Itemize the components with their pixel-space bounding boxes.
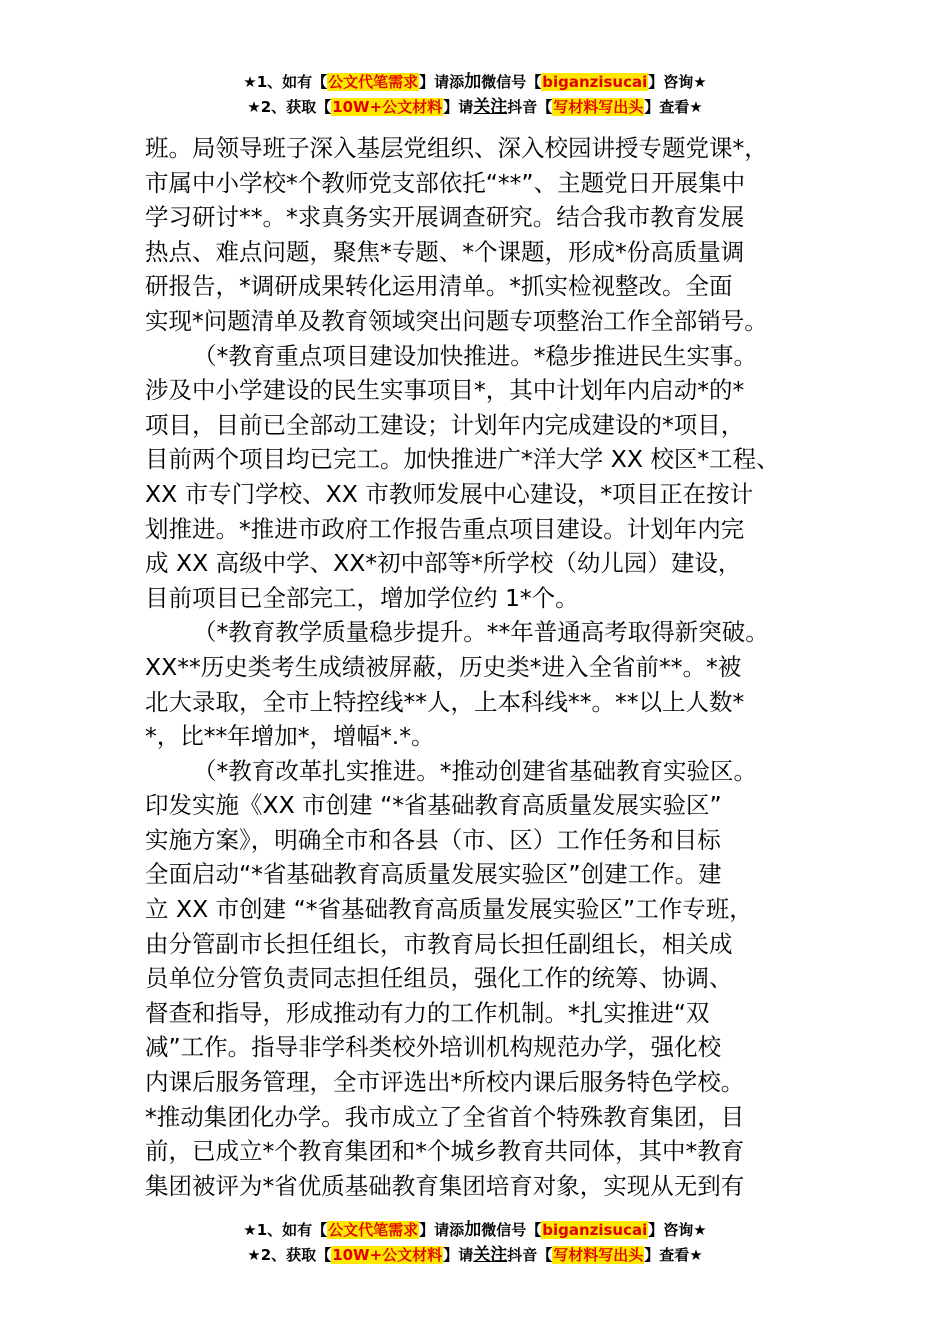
promo-line-2-text-b: 抖音【 (507, 1246, 553, 1264)
body-line: 北大录取，全市上特控线**人，上本科线**。**以上人数* (145, 687, 745, 716)
promo-line-2 (0, 1243, 950, 1268)
promo-line-1-highlight-service: 公文代笔需求 (328, 73, 419, 91)
body-line: 项目，目前已全部动工建设；计划年内完成建设的*项目， (145, 410, 745, 439)
body-line: *，比**年增加*，增幅*.*。 (145, 722, 435, 751)
body-line: 实施方案》，明确全市和各县（市、区）工作任务和目标 (145, 825, 721, 854)
paragraph-heading: （*教育改革扎实推进。*推动创建省基础教育实验区。 (193, 756, 757, 785)
promo-line-2-highlight-materials: 10W+公文材料 (332, 1246, 443, 1264)
body-line: 员单位分管负责同志担任组员，强化工作的统筹、协调、 (145, 964, 733, 993)
document-body (145, 131, 835, 1203)
footer-banner (0, 1218, 950, 1268)
promo-line-1-highlight-wechat: biganzisucai (542, 73, 648, 91)
body-line: 成 XX 高级中学、XX*初中部等*所学校（幼儿园）建设， (145, 549, 742, 578)
promo-line-1-prefix: ★1、如有【 (243, 73, 328, 91)
body-line: 立 XX 市创建 “*省基础教育高质量发展实验区”工作专班， (145, 895, 753, 924)
promo-line-2-prefix: ★2、获取【 (247, 1246, 332, 1264)
promo-line-2-prefix: ★2、获取【 (247, 98, 332, 116)
promo-line-2-suffix: 】查看★ (644, 98, 703, 116)
promo-line-2-highlight-materials: 10W+公文材料 (332, 98, 443, 116)
body-line: XX 市专门学校、XX 市教师发展中心建设，*项目正在按计 (145, 479, 754, 508)
promo-line-2-emph: 关注 (473, 1245, 508, 1265)
body-line: *推动集团化办学。我市成立了全省首个特殊教育集团，目 (145, 1102, 745, 1131)
promo-line-2-text-a: 】请 (443, 1246, 474, 1264)
body-line: 热点、难点问题，聚焦*专题、*个课题，形成*份高质量调 (145, 237, 745, 266)
body-line: 目前两个项目均已完工。加快推进广*洋大学 XX 校区*工程、 (145, 445, 780, 474)
promo-line-2-highlight-douyin: 写材料写出头 (553, 98, 644, 116)
promo-line-2-text-a: 】请 (443, 98, 474, 116)
body-line: 由分管副市长担任组长，市教育局长担任副组长，相关成 (145, 929, 733, 958)
body-line: XX**历史类考生成绩被屏蔽，历史类*进入全省前**。*被 (145, 652, 742, 681)
paragraph-heading: （*教育教学质量稳步提升。**年普通高考取得新突破。 (193, 618, 769, 647)
promo-line-1-emph: 加 (464, 72, 482, 92)
promo-line-1-suffix: 】咨询★ (648, 1221, 707, 1239)
body-line: 实现*问题清单及教育领域突出问题专项整治工作全部销号。 (145, 306, 768, 335)
promo-line-2-suffix: 】查看★ (644, 1246, 703, 1264)
body-line: 减”工作。指导非学科类校外培训机构规范办学，强化校 (145, 1033, 722, 1062)
body-line: 学习研讨**。*求真务实开展调查研究。结合我市教育发展 (145, 203, 745, 232)
promo-line-1-text-b: 微信号【 (481, 1221, 542, 1239)
body-line: 内课后服务管理，全市评选出*所校内课后服务特色学校。 (145, 1068, 745, 1097)
promo-line-2-emph: 关注 (473, 97, 508, 117)
body-line: 市属中小学校*个教师党支部依托“**”、主题党日开展集中 (145, 168, 746, 197)
body-line: 目前项目已全部完工，增加学位约 1*个。 (145, 583, 579, 612)
body-line: 班。局领导班子深入基层党组织、深入校园讲授专题党课*， (145, 134, 768, 162)
promo-line-1-highlight-service: 公文代笔需求 (328, 1221, 419, 1239)
header-banner (0, 70, 950, 120)
promo-line-1-suffix: 】咨询★ (648, 73, 707, 91)
body-line: 涉及中小学建设的民生实事项目*，其中计划年内启动*的* (145, 376, 745, 405)
body-line: 印发实施《XX 市创建 “*省基础教育高质量发展实验区” (145, 791, 722, 820)
promo-line-1-emph: 加 (464, 1220, 482, 1240)
promo-line-1-highlight-wechat: biganzisucai (542, 1221, 648, 1239)
promo-line-2-text-b: 抖音【 (507, 98, 553, 116)
body-line: 集团被评为*省优质基础教育集团培育对象，实现从无到有 (145, 1171, 745, 1200)
paragraph-heading: （*教育重点项目建设加快推进。*稳步推进民生实事。 (193, 341, 757, 370)
promo-line-1 (0, 1218, 950, 1243)
promo-line-1 (0, 70, 950, 95)
promo-line-2 (0, 95, 950, 120)
body-line: 督查和指导，形成推动有力的工作机制。*扎实推进“双 (145, 998, 710, 1027)
body-line: 划推进。*推进市政府工作报告重点项目建设。计划年内完 (145, 514, 745, 543)
promo-line-1-text-a: 】请添 (419, 73, 465, 91)
body-line: 研报告，*调研成果转化运用清单。*抓实检视整改。全面 (145, 272, 733, 301)
promo-line-2-highlight-douyin: 写材料写出头 (553, 1246, 644, 1264)
promo-line-1-text-b: 微信号【 (481, 73, 542, 91)
body-line: 前，已成立*个教育集团和*个城乡教育共同体，其中*教育 (145, 1137, 745, 1166)
promo-line-1-prefix: ★1、如有【 (243, 1221, 328, 1239)
promo-line-1-text-a: 】请添 (419, 1221, 465, 1239)
body-line: 全面启动“*省基础教育高质量发展实验区”创建工作。建 (145, 860, 722, 889)
